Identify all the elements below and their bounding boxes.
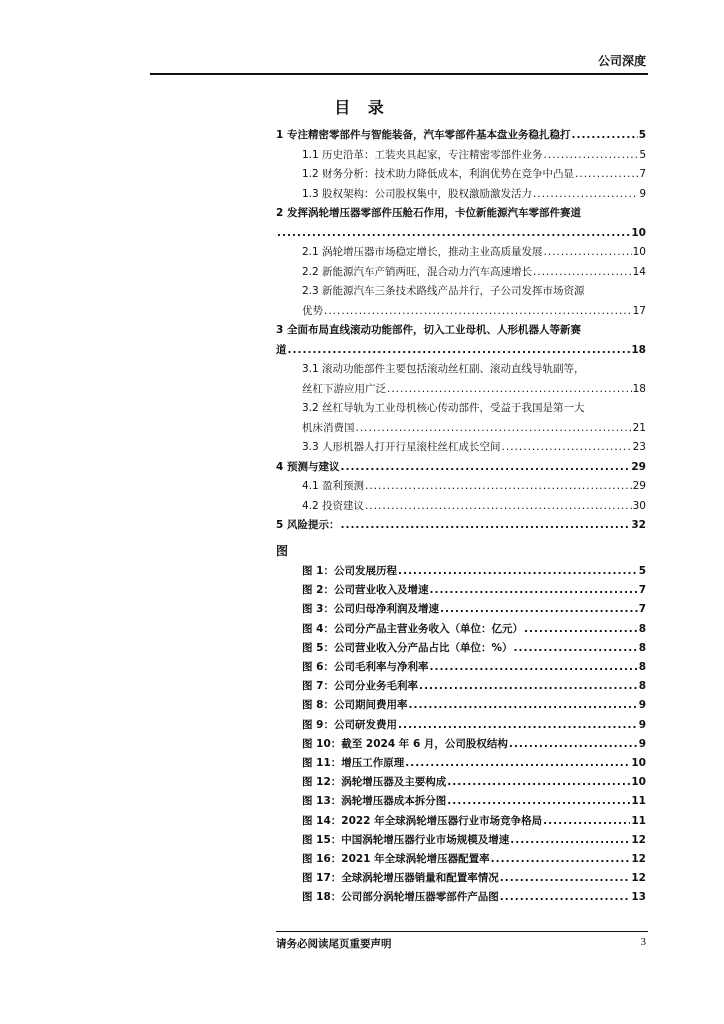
figure-title: 图 8：公司期间费用率: [302, 699, 408, 712]
toc-entry[interactable]: [276, 438, 646, 458]
toc-entry-title: 2.1 涡轮增压器市场稳定增长，推动主业高质量发展: [302, 246, 543, 258]
figure-page: 7: [638, 584, 646, 597]
figure-page: 12: [631, 833, 646, 846]
figure-entry[interactable]: [302, 888, 646, 907]
figure-page: 9: [638, 718, 646, 731]
toc-entry-title: 1.1 历史沿革：工装夹具起家，专注精密零部件业务: [302, 148, 543, 161]
toc-entry-page: 5: [638, 129, 646, 141]
toc-entry-page: 18: [632, 382, 646, 395]
toc-entry[interactable]: [276, 341, 646, 361]
figure-entry[interactable]: [302, 581, 646, 600]
figure-entry[interactable]: [302, 716, 646, 735]
toc-entry[interactable]: [276, 516, 646, 536]
toc-entry-page: 5: [639, 148, 646, 161]
figure-page: 5: [638, 565, 646, 577]
figure-entry[interactable]: [302, 792, 646, 811]
figure-title: 图 9：公司研发费用: [302, 718, 397, 731]
figure-title: 图 17：全球涡轮增压器销量和配置率情况: [302, 872, 499, 885]
toc-entry-continuation: 丝杠下游应用广泛: [302, 382, 386, 395]
figure-entry[interactable]: [302, 735, 646, 754]
toc-entry-title: 4.1 盈利预测: [302, 480, 365, 492]
toc-entry-title: 5 风险提示：: [276, 519, 340, 531]
toc-entry-page: 17: [632, 304, 646, 317]
toc-entry[interactable]: [276, 224, 646, 244]
figure-title: 图 12：涡轮增压器及主要构成: [302, 776, 447, 789]
figures-heading: 图: [276, 544, 289, 558]
figure-title: 图 16：2021 年全球涡轮增压器配置率: [302, 853, 490, 866]
figure-title: 图 13：涡轮增压器成本拆分图: [302, 795, 447, 808]
toc-entry[interactable]: [276, 263, 646, 283]
toc-entry-title: 3.3 人形机器人打开行星滚柱丝杠成长空间: [302, 441, 501, 453]
toc-entry[interactable]: [276, 477, 646, 497]
toc-entry[interactable]: [276, 146, 646, 166]
figure-page: 9: [638, 737, 646, 750]
figure-title: 图 3：公司归母净利润及增速: [302, 603, 439, 616]
figure-title: 图 11：增压工作原理: [302, 757, 405, 770]
toc-entry-title: 1.2 财务分析：技术助力降低成本，利润优势在竞争中凸显: [302, 168, 575, 180]
figure-page: 11: [631, 795, 646, 808]
figure-title: 图 14：2022 年全球涡轮增压器行业市场竞争格局: [302, 814, 543, 827]
toc-entry-continuation: 机床消费国: [302, 421, 355, 434]
toc-entry-title: 1 专注精密零部件与智能装备，汽车零部件基本盘业务稳扎稳打: [276, 129, 571, 141]
toc-entry-title[interactable]: 2.3 新能源汽车三条技术路线产品并行，子公司发挥市场资源: [302, 285, 585, 297]
figure-entry[interactable]: [302, 562, 646, 581]
figure-title: 图 4：公司分产品主营业务收入（单位：亿元）: [302, 622, 523, 635]
figure-entry[interactable]: [302, 639, 646, 658]
toc-entry-continuation: 道: [276, 343, 287, 356]
toc-heading: 目 录: [334, 98, 390, 117]
toc-entry[interactable]: [276, 380, 646, 400]
toc-entry[interactable]: [276, 419, 646, 439]
toc-entry-page: 29: [632, 480, 646, 492]
figure-entry[interactable]: [302, 773, 646, 792]
figure-entry[interactable]: [302, 754, 646, 773]
header-title: 公司深度: [597, 54, 646, 68]
figure-title: 图 5：公司营业收入分产品占比（单位：%）: [302, 641, 513, 654]
figure-page: 10: [631, 757, 646, 770]
figure-title: 图 18：公司部分涡轮增压器零部件产品图: [302, 891, 499, 904]
figure-page: 12: [631, 853, 646, 866]
figure-page: 7: [638, 603, 646, 616]
toc-entry-title[interactable]: 3 全面布局直线滚动功能部件，切入工业母机、人形机器人等新赛: [276, 324, 581, 336]
figure-entry[interactable]: [302, 812, 646, 831]
toc-entry[interactable]: [276, 302, 646, 322]
header-rule: [150, 73, 648, 75]
figure-entry[interactable]: [302, 620, 646, 639]
figure-title: 图 2：公司营业收入及增速: [302, 584, 429, 597]
toc-entry-title[interactable]: 3.2 丝杠导轨为工业母机核心传动部件，受益于我国是第一大: [302, 402, 585, 414]
toc-entry[interactable]: [276, 126, 646, 146]
toc-entry-page: 21: [632, 421, 646, 434]
figure-page: 8: [638, 661, 646, 674]
toc-entry-page: 14: [632, 265, 646, 278]
toc-entry-page: 7: [639, 168, 646, 180]
toc-entry-page: 10: [631, 226, 646, 239]
toc-entry-page: 9: [639, 187, 646, 200]
figure-entry[interactable]: [302, 850, 646, 869]
toc-entry-title: 1.3 股权架构：公司股权集中，股权激励激发活力: [302, 187, 533, 200]
figure-entry[interactable]: [302, 658, 646, 677]
toc-entry-page: 32: [631, 519, 646, 531]
toc-entry[interactable]: [276, 165, 646, 185]
figure-entry[interactable]: [302, 600, 646, 619]
toc-entry-page: 18: [631, 343, 646, 356]
toc-entry-page: 23: [632, 441, 646, 453]
toc-entry-continuation: 优势: [302, 304, 323, 317]
figure-title: 图 6：公司毛利率与净利率: [302, 661, 429, 674]
toc-entry-title: 4 预测与建议: [276, 460, 340, 473]
figure-list: [302, 562, 646, 908]
figure-page: 10: [631, 776, 646, 789]
figure-page: 11: [631, 814, 646, 827]
toc-entry[interactable]: [276, 185, 646, 205]
toc-entry[interactable]: [276, 497, 646, 517]
figure-page: 8: [638, 641, 646, 654]
toc-entry-page: 30: [632, 499, 646, 512]
toc-entry-title: 4.2 投资建议: [302, 499, 365, 512]
figure-entry[interactable]: [302, 696, 646, 715]
toc-entry[interactable]: [276, 458, 646, 478]
figure-page: 8: [638, 622, 646, 635]
figure-page: 8: [638, 680, 646, 693]
toc-entry-title: 2.2 新能源汽车产销两旺，混合动力汽车高速增长: [302, 265, 533, 278]
toc-entry-title[interactable]: 2 发挥涡轮增压器零部件压舱石作用，卡位新能源汽车零部件赛道: [276, 207, 581, 219]
page-number: 3: [640, 936, 646, 948]
figure-title: 图 15：中国涡轮增压器行业市场规模及增速: [302, 833, 510, 846]
figure-page: 13: [631, 891, 646, 904]
table-of-contents: [276, 126, 646, 536]
figure-title: 图 7：公司分业务毛利率: [302, 680, 418, 693]
figure-title: 图 10：截至 2024 年 6 月，公司股权结构: [302, 737, 508, 750]
toc-entry[interactable]: [276, 243, 646, 263]
figure-page: 9: [638, 699, 646, 712]
toc-entry-title[interactable]: 3.1 滚动功能部件主要包括滚动丝杠副、滚动直线导轨副等，: [302, 363, 585, 375]
figure-title: 图 1：公司发展历程: [302, 565, 397, 577]
toc-entry-page: 10: [632, 246, 646, 258]
figure-entry[interactable]: [302, 831, 646, 850]
toc-entry-page: 29: [631, 460, 646, 473]
figure-entry[interactable]: [302, 677, 646, 696]
figure-page: 12: [631, 872, 646, 885]
figure-entry[interactable]: [302, 869, 646, 888]
footer-disclaimer: 请务必阅读尾页重要声明: [276, 938, 392, 950]
footer-rule: [276, 931, 648, 932]
